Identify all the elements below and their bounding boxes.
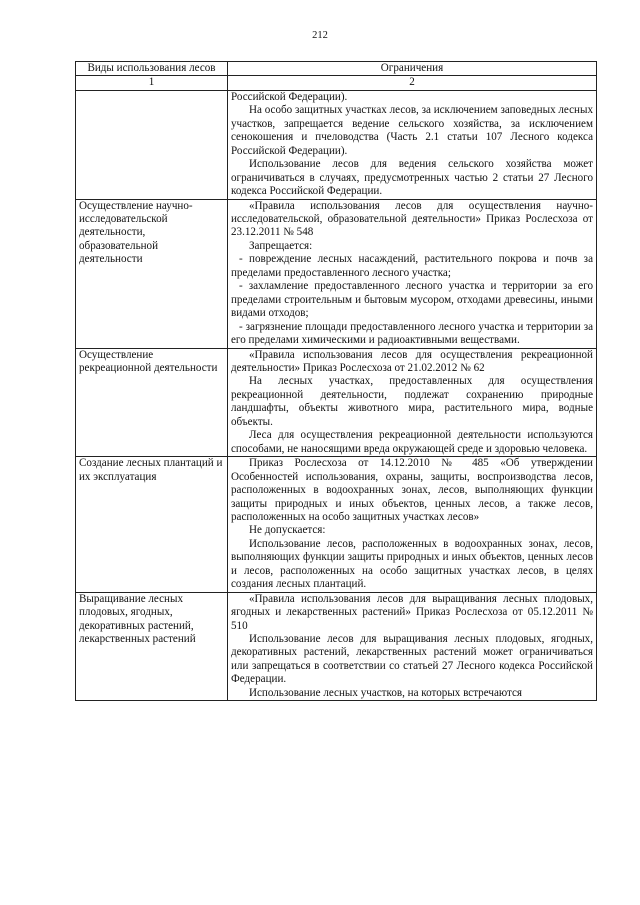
restrictions-cell bbox=[228, 90, 597, 199]
table-row bbox=[76, 90, 597, 199]
header-forest-use-types: Виды использования лесов bbox=[76, 62, 228, 76]
restriction-paragraph: Не допускается: bbox=[249, 524, 326, 537]
forest-use-type-cell: Создание лесных плантаций и их эксплуатация bbox=[76, 457, 228, 593]
table-header-row bbox=[76, 62, 597, 76]
restriction-paragraph: Леса для осуществления рекреационной деятельности используются способами, не наносящими вреда окружающей среде и здоровью человека. bbox=[231, 429, 593, 455]
forest-use-type-cell: Выращивание лесных плодовых, ягодных, декоративных растений, лекарственных растений bbox=[76, 592, 228, 701]
forest-use-restrictions-table bbox=[75, 61, 597, 701]
restriction-paragraph: Российской Федерации). bbox=[231, 90, 348, 103]
restriction-paragraph: «Правила использования лесов для выращивания лесных плодовых, ягодных и лекарственных растений» Приказ Рослесхоза от 05.12.2011 № 510 bbox=[231, 592, 593, 632]
table-row bbox=[76, 199, 597, 348]
restriction-paragraph: - загрязнение площади предоставленного лесного участка и территории за его пределами химическими и радиоактивными веществами. bbox=[231, 320, 593, 347]
table-row bbox=[76, 457, 597, 593]
restriction-paragraph: На особо защитных участках лесов, за исключением заповедных лесных участков, запрещается ведение сельского хозяйства, за исключением сенокошения и пчеловодства (Часть 2.1 статьи 107 Лесного кодекса Российской Федерации). bbox=[231, 104, 593, 157]
restriction-paragraph: Использование лесов для выращивания лесных плодовых, ягодных, декоративных растений, лекарственных растений может ограничиваться или запрещаться в соответствии со статьей 27 Лесного кодекса Российской Федерации. bbox=[231, 633, 593, 686]
restriction-paragraph: «Правила использования лесов для осуществления рекреационной деятельности» Приказ Рослесхоза от 21.02.2012 № 62 bbox=[231, 348, 593, 374]
restriction-paragraph: - захламление предоставленного лесного участка и территории за его пределами строительным и бытовым мусором, отходами древесины, иными видами отходов; bbox=[231, 280, 593, 320]
restrictions-cell bbox=[228, 592, 597, 701]
forest-use-type-cell: Осуществление рекреационной деятельности bbox=[76, 348, 228, 457]
column-number-2: 2 bbox=[228, 76, 597, 90]
restriction-paragraph: - повреждение лесных насаждений, растительного покрова и почв за пределами предоставленного лесного участка; bbox=[231, 253, 593, 279]
restriction-paragraph: Приказ Рослесхоза от 14.12.2010 № 485 «Об утверждении Особенностей использования, охраны, защиты, воспроизводства лесов, расположенных в водоохранных зонах, лесов, выполняющих функции защиты природных и иных объектов, ценных лесов, а также лесов, расположенных на особо защитных участках лесов» bbox=[231, 457, 593, 523]
restriction-paragraph: «Правила использования лесов для осуществления научно-исследовательской, образовательной деятельности» Приказ Рослесхоза от 23.12.2011 № 548 bbox=[231, 199, 593, 239]
restriction-paragraph: Использование лесов для ведения сельского хозяйства может ограничиваться в случаях, предусмотренных частью 2 статьи 27 Лесного кодекса Российской Федерации. bbox=[231, 158, 593, 198]
restrictions-cell bbox=[228, 457, 597, 593]
column-number-1: 1 bbox=[76, 76, 228, 90]
table-row bbox=[76, 348, 597, 457]
forest-use-type-cell bbox=[76, 90, 228, 199]
restriction-paragraph: На лесных участках, предоставленных для осуществления рекреационной деятельности, подлежат сохранению природные ландшафты, объекты животного мира, растительного мира, водные объекты. bbox=[231, 375, 593, 428]
restriction-paragraph: Использование лесных участков, на которых встречаются bbox=[249, 686, 523, 699]
restrictions-cell bbox=[228, 348, 597, 457]
table-row bbox=[76, 592, 597, 701]
page-number: 212 bbox=[312, 30, 328, 41]
forest-use-type-cell: Осуществление научно-исследовательской деятельности, образовательной деятельности bbox=[76, 199, 228, 348]
header-restrictions: Ограничения bbox=[228, 62, 597, 76]
restriction-paragraph: Использование лесов, расположенных в водоохранных зонах, лесов, выполняющих функции защиты природных и иных объектов, ценных лесов и лесов, расположенных на особо защитных участках лесов, в целях создания лесных плантаций. bbox=[231, 537, 593, 591]
column-numbering-row bbox=[76, 76, 597, 90]
restriction-paragraph: Запрещается: bbox=[249, 239, 313, 252]
restrictions-cell bbox=[228, 199, 597, 348]
table-body bbox=[76, 90, 597, 700]
